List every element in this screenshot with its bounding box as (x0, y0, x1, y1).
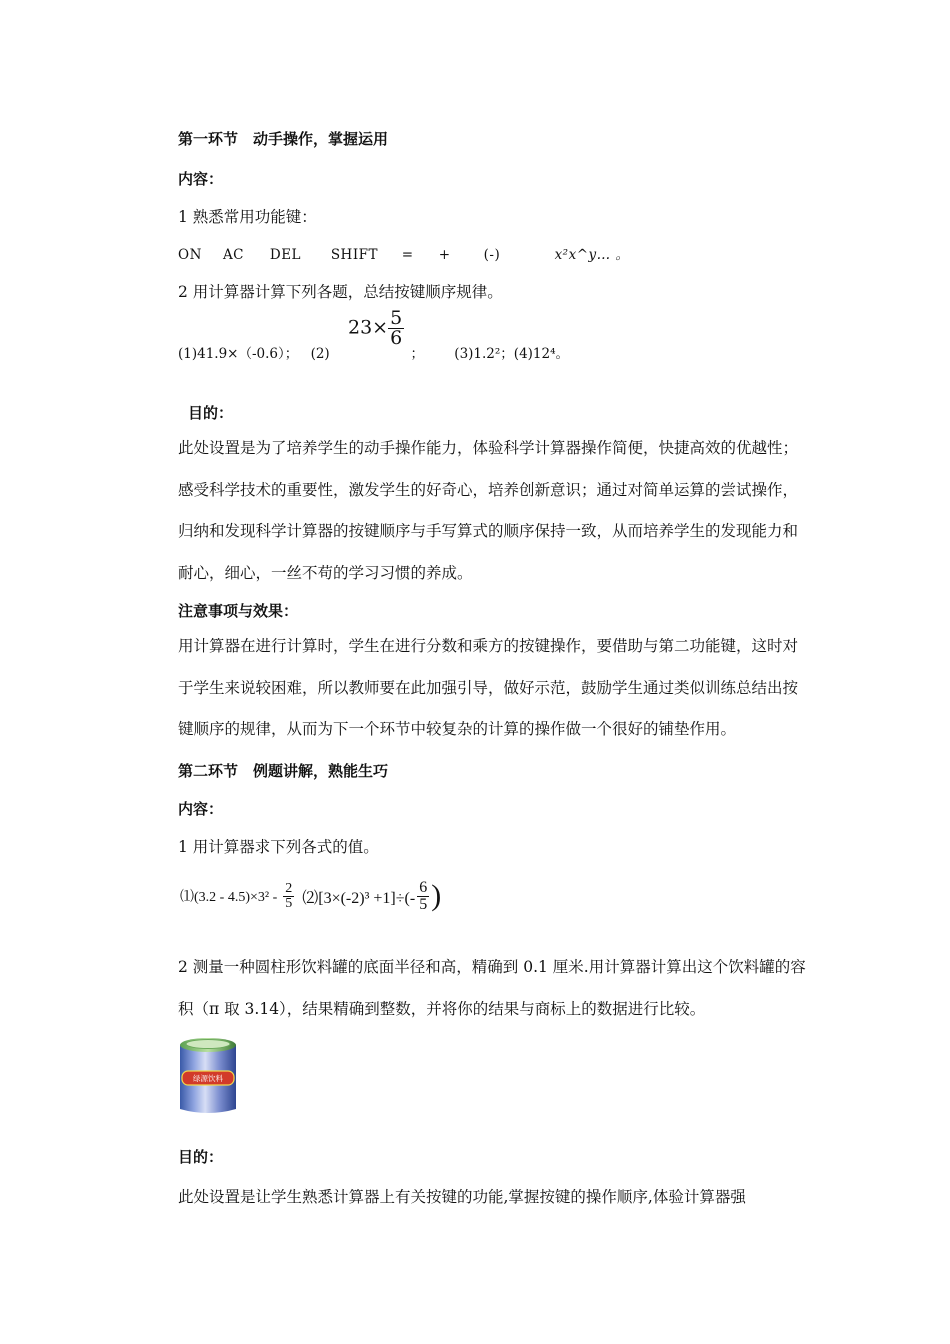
key-equals: = (401, 247, 414, 263)
section2-formula (180, 870, 441, 922)
section1-purpose-text (178, 428, 810, 594)
beverage-can-image (176, 1035, 240, 1117)
problem-2-expression (348, 309, 404, 348)
section1-item2: 2 用计算器计算下列各题，总结按键顺序规律。 (178, 283, 503, 301)
formula-fraction2 (417, 880, 429, 913)
formula-fraction2-numerator: 6 (419, 878, 428, 896)
problem-3-4: (3)1.2²；(4)12⁴。 (454, 346, 570, 362)
can-label-text: 绿源饮料 (193, 1074, 223, 1083)
section2-purpose-text: 此处设置是让学生熟悉计算器上有关按键的功能,掌握按键的操作顺序,体验计算器强 (178, 1188, 746, 1206)
problem-2-whole: 23× (348, 316, 389, 339)
section2-item2-paragraph: 2 测量一种圆柱形饮料罐的底面半径和高，精确到 0.1 厘米.用计算器计算出这个饮料罐的容积（π 取 3.14），结果精确到整数，并将你的结果与商标上的数据进行比较。 (178, 958, 806, 1018)
formula-fraction1-denominator: 5 (285, 895, 293, 911)
key-ac: AC (222, 247, 245, 263)
problem-2-numerator: 5 (390, 307, 403, 329)
problem-2-label: (2) (310, 346, 330, 362)
formula-part3: ) (431, 879, 442, 912)
section1-purpose-label: 目的： (188, 404, 234, 422)
formula-fraction2-denominator: 5 (419, 895, 428, 913)
key-negative: (-) (483, 247, 501, 263)
section2-title: 第二环节 例题讲解，熟能生巧 (178, 762, 389, 780)
section2-item1: 1 用计算器求下列各式的值。 (178, 838, 379, 856)
formula-fraction1-numerator: 2 (285, 880, 293, 896)
function-keys-list (178, 243, 629, 263)
problem-1: (1)41.9×（-0.6）； (178, 346, 299, 362)
section2-purpose-label: 目的： (178, 1148, 224, 1166)
problem-2-denominator: 6 (390, 327, 403, 349)
section1-notes-paragraph: 用计算器在进行计算时，学生在进行分数和乘方的按键操作，要借助与第二功能键，这时对于学生来说较困难，所以教师要在此加强引导，做好示范，鼓励学生通过类似训练总结出按键顺序的规律，从而为下一个环节中较复杂的计算的操作做一个很好的铺垫作用。 (178, 637, 799, 738)
section1-title: 第一环节 动手操作，掌握运用 (178, 130, 389, 148)
section1-content-label: 内容： (178, 170, 224, 188)
key-power: x²x^y… 。 (554, 247, 630, 263)
section1-problems (178, 307, 570, 362)
section1-purpose-paragraph: 此处设置是为了培养学生的动手操作能力，体验科学计算器操作简便，快捷高效的优越性；感受科学技术的重要性，激发学生的好奇心，培养创新意识；通过对简单运算的尝试操作，归纳和发现科学计算器的按键顺序与手写算式的顺序保持一致，从而培养学生的发现能力和耐心，细心，一丝不苟的学习习惯的养成。 (178, 439, 799, 582)
section1-notes-text (178, 626, 810, 751)
key-plus: + (438, 247, 451, 263)
formula-part1: ⑴(3.2 - 4.5)×3² - (180, 890, 278, 905)
formula-part2: ⑵[3×(-2)³ +1]÷(- (302, 889, 416, 907)
formula-fraction1 (283, 882, 294, 911)
problem-2-fraction (388, 309, 404, 348)
section2-content-label: 内容： (178, 800, 224, 818)
section1-item1: 1 熟悉常用功能键： (178, 208, 317, 226)
section2-item2 (178, 947, 810, 1030)
key-shift: SHIFT (330, 247, 379, 263)
key-on: ON (178, 247, 202, 263)
problem-2-sep: ； (410, 346, 424, 362)
section1-notes-label: 注意事项与效果： (178, 602, 299, 620)
key-del: DEL (269, 247, 302, 263)
